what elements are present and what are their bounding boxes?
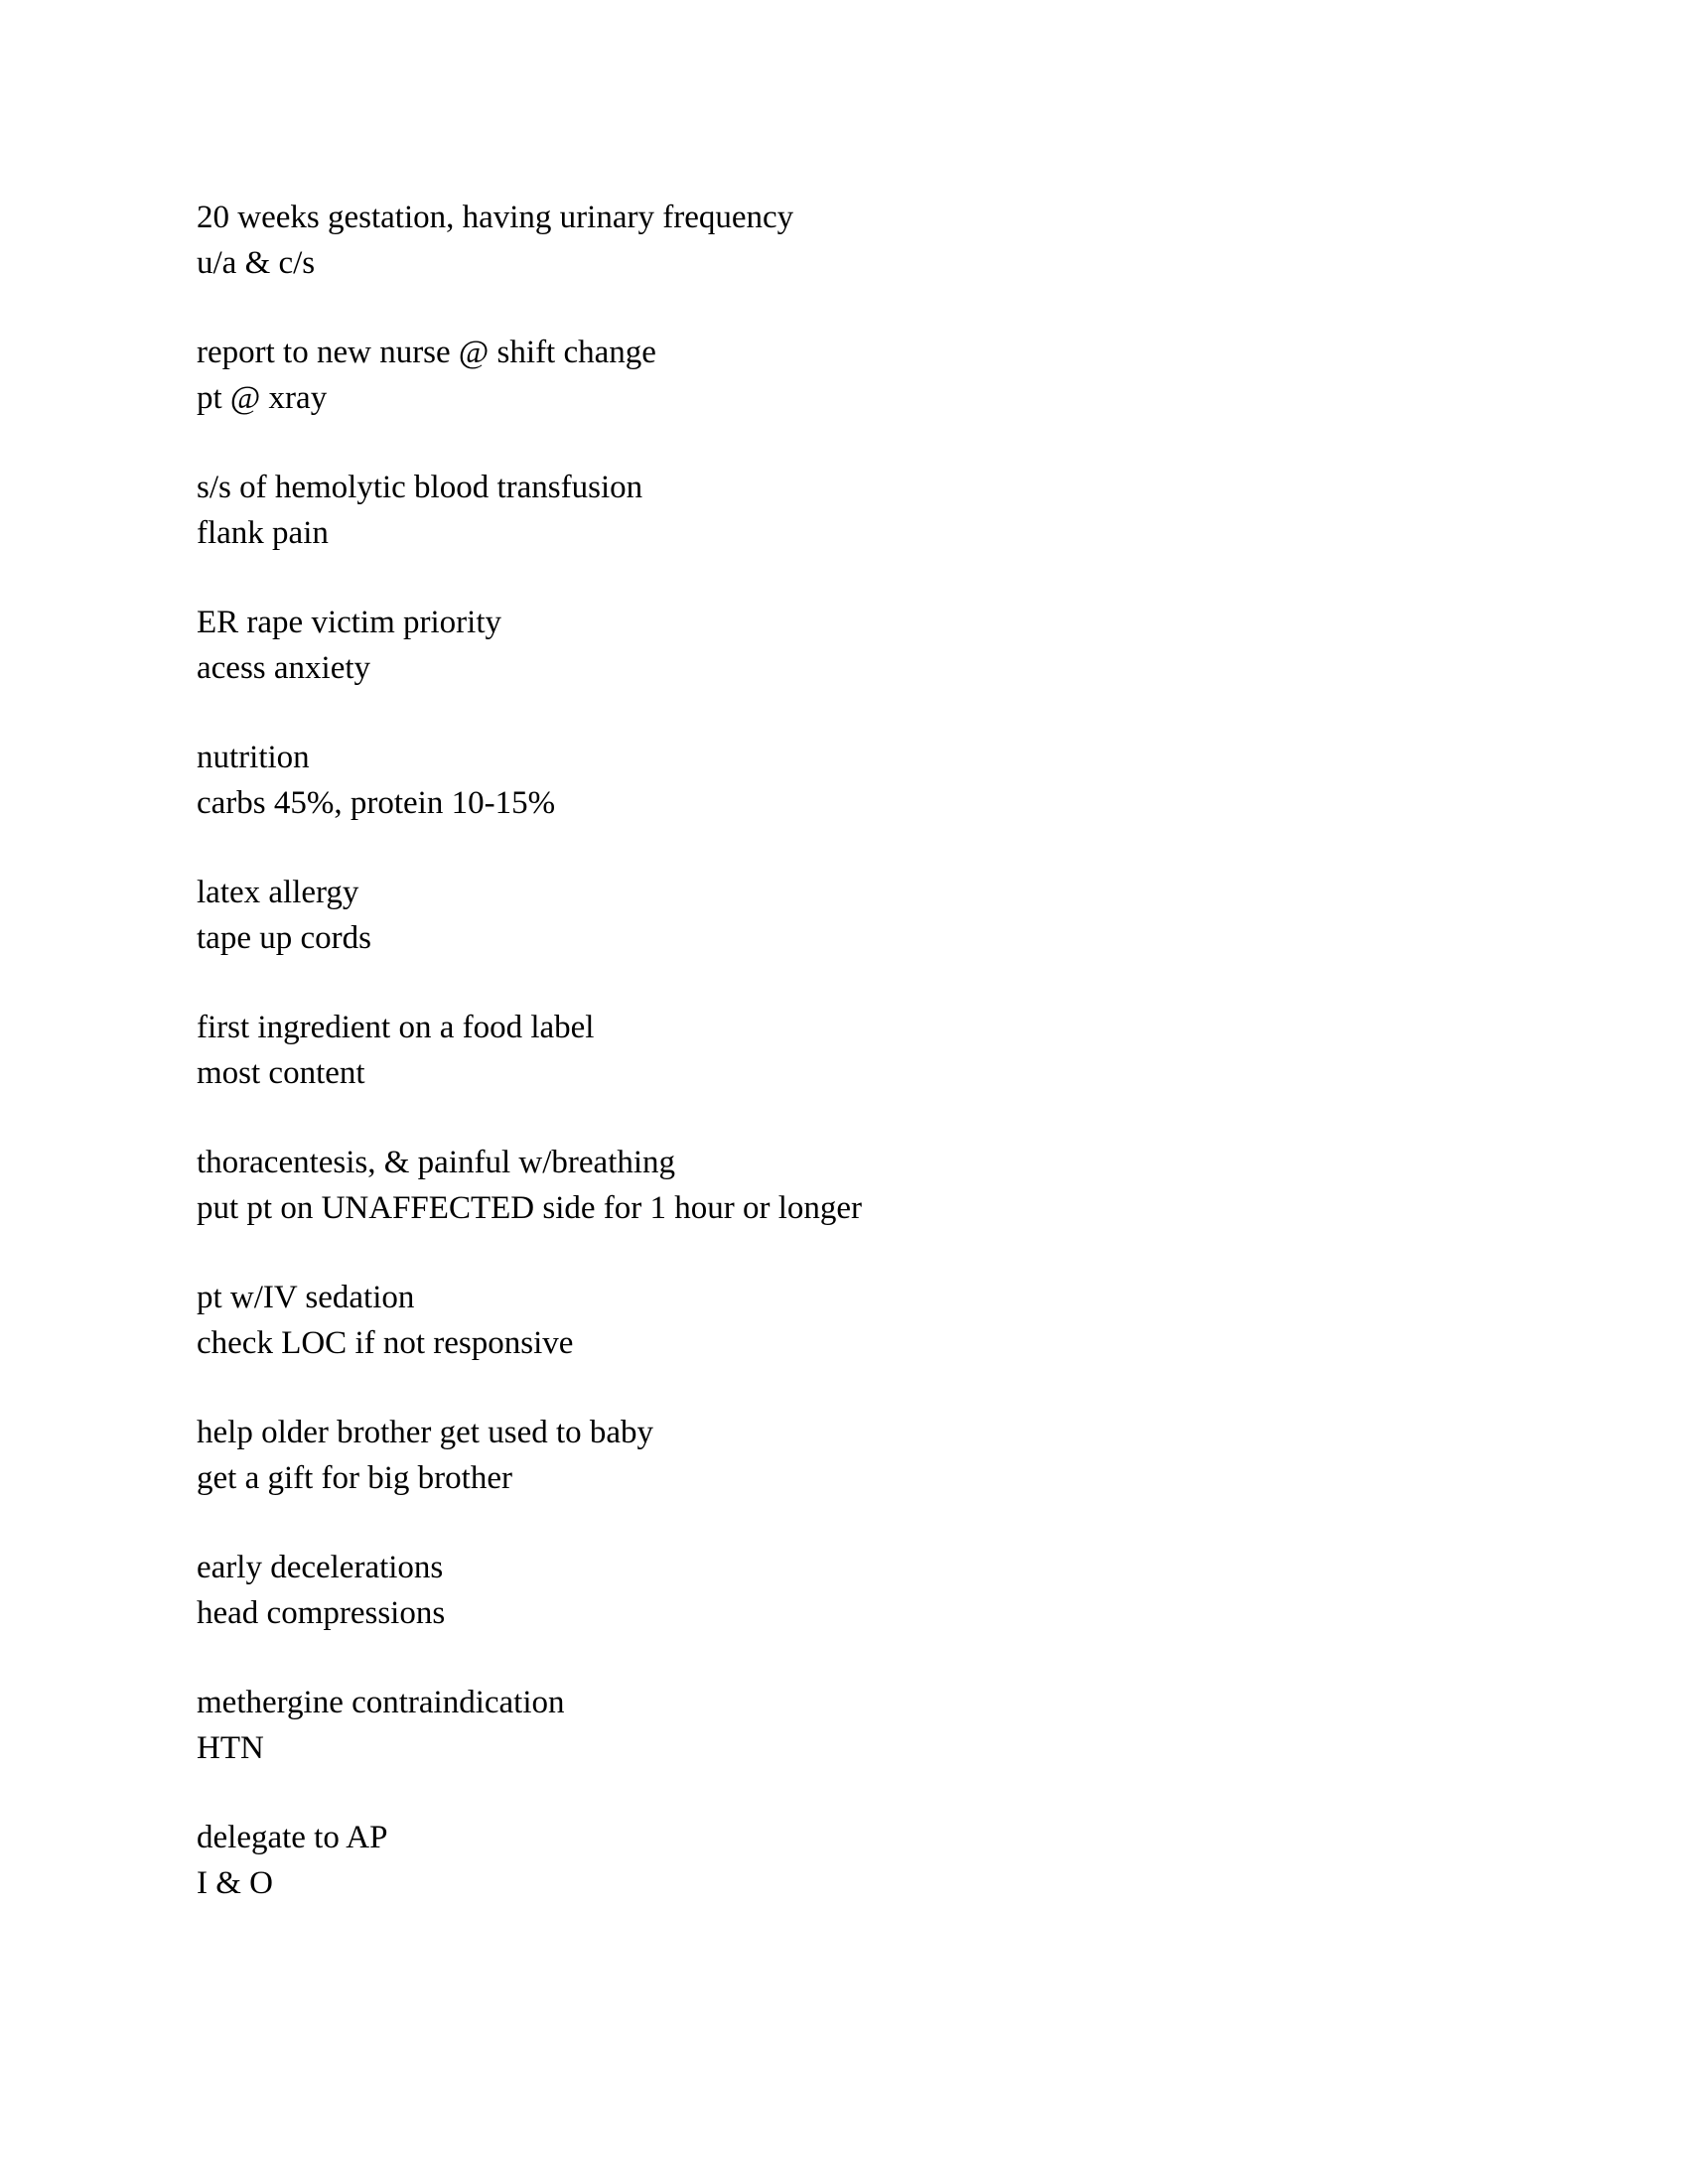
note-answer: check LOC if not responsive: [197, 1325, 574, 1361]
note-entry: [197, 735, 862, 826]
note-prompt: 20 weeks gestation, having urinary frequency: [197, 200, 794, 235]
note-entry: [197, 1410, 862, 1501]
note-prompt: help older brother get used to baby: [197, 1415, 654, 1450]
note-entry: [197, 1815, 862, 1906]
note-prompt: latex allergy: [197, 875, 359, 910]
note-entry: [197, 1275, 862, 1366]
note-prompt: s/s of hemolytic blood transfusion: [197, 470, 643, 505]
note-entry: [197, 1545, 862, 1636]
note-answer: head compressions: [197, 1595, 446, 1631]
note-entry: [197, 870, 862, 961]
note-prompt: methergine contraindication: [197, 1685, 565, 1720]
note-prompt: thoracentesis, & painful w/breathing: [197, 1145, 676, 1180]
note-answer: I & O: [197, 1865, 273, 1901]
note-answer: put pt on UNAFFECTED side for 1 hour or longer: [197, 1190, 863, 1226]
note-answer: HTN: [197, 1730, 264, 1766]
note-answer: carbs 45%, protein 10-15%: [197, 785, 556, 821]
note-entry: [197, 1680, 862, 1771]
note-answer: most content: [197, 1055, 365, 1091]
note-entry: [197, 195, 862, 286]
note-answer: u/a & c/s: [197, 245, 316, 281]
note-answer: pt @ xray: [197, 380, 328, 416]
note-answer: acess anxiety: [197, 650, 371, 686]
note-answer: get a gift for big brother: [197, 1460, 512, 1496]
note-prompt: nutrition: [197, 740, 310, 775]
document-page: [197, 195, 862, 1950]
note-prompt: first ingredient on a food label: [197, 1010, 595, 1045]
note-entry: [197, 1005, 862, 1096]
note-answer: flank pain: [197, 515, 329, 551]
note-answer: tape up cords: [197, 920, 371, 956]
note-entry: [197, 1140, 862, 1231]
note-entry: [197, 465, 862, 556]
note-entry: [197, 330, 862, 421]
note-prompt: ER rape victim priority: [197, 605, 502, 640]
note-entry: [197, 600, 862, 691]
note-prompt: delegate to AP: [197, 1820, 388, 1855]
note-prompt: pt w/IV sedation: [197, 1280, 415, 1315]
note-prompt: report to new nurse @ shift change: [197, 335, 656, 370]
note-prompt: early decelerations: [197, 1550, 444, 1585]
